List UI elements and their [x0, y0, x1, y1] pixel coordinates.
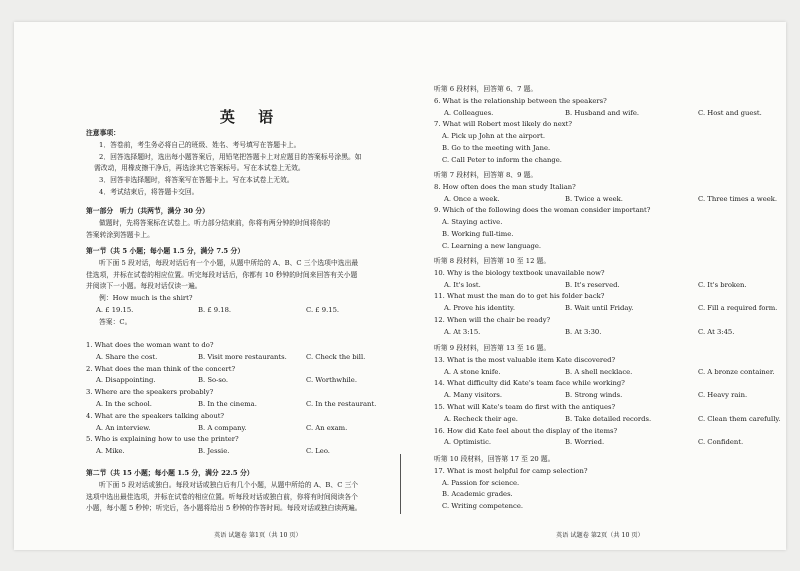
option-b: B. A shell necklace.: [565, 367, 633, 376]
page-footer: 英语 试题卷 第2页（共 10 页）: [556, 532, 644, 539]
exam-sheet: [14, 22, 786, 550]
notice-line: 3．回答非选择题时，将答案写在答题卡上。写在本试卷上无效。: [99, 176, 294, 185]
group-header: 听第 10 段材料，回答第 17 至 20 题。: [434, 455, 555, 463]
question-text: 15. What will Kate's team do first with the antiques?: [434, 402, 616, 411]
option-a: A. In the school.: [96, 399, 152, 408]
option-a: A. Prove his identity.: [444, 304, 516, 313]
option-c: C. Heavy rain.: [698, 391, 748, 400]
option-a: A. Pick up John at the airport.: [442, 132, 545, 141]
group-header: 听第 8 段材料，回答第 10 至 12 题。: [434, 257, 551, 265]
option-c: C. Learning a new language.: [442, 241, 542, 250]
question-text: 11. What must the man do to get his folder back?: [434, 292, 605, 301]
option-c: C. It's broken.: [698, 280, 747, 289]
example-question: 例：How much is the shirt?: [99, 294, 193, 303]
section1-block: [86, 246, 416, 329]
option-a: A. Recheck their age.: [444, 414, 518, 423]
section2-text: 听下面 5 段对话或独白。每段对话或独白后有几个小题，从题中所给的 A、B、C 三个: [99, 480, 359, 489]
notice-line: 4．考试结束后，将答题卡交回。: [99, 187, 199, 196]
option-c: C. Call Peter to inform the change.: [442, 155, 562, 164]
option-b: B. Academic grades.: [442, 490, 513, 499]
group-header: 听第 6 段材料，回答第 6、7 题。: [434, 85, 538, 93]
question-text: 14. What difficulty did Kate's team face while working?: [434, 379, 625, 388]
section1-heading: 第一节（共 5 小题；每小题 1.5 分，满分 7.5 分）: [86, 247, 245, 255]
option-a: A. Staying active.: [442, 218, 503, 227]
option-b: B. £ 9.18.: [198, 305, 232, 314]
question-text: 2. What does the man think of the concert?: [86, 364, 236, 373]
question-text: 3. Where are the speakers probably?: [86, 388, 214, 397]
question-options: [434, 414, 781, 426]
option-b: B. So-so.: [198, 376, 228, 385]
section2-heading: 第二节（共 15 小题；每小题 1.5 分，满分 22.5 分）: [86, 469, 254, 477]
question-options: [86, 375, 416, 387]
option-c: C. £ 9.15.: [306, 305, 340, 314]
group-8: [434, 256, 778, 339]
question-options: [86, 399, 416, 411]
question-options: [434, 327, 774, 339]
question-options: [434, 303, 778, 315]
notice-block: [86, 128, 416, 199]
question-text: 5. Who is explaining how to use the printer?: [86, 435, 239, 444]
question-text: 4. What are the speakers talking about?: [86, 411, 225, 420]
question-text: 16. How did Kate feel about the display of the items?: [434, 426, 618, 435]
option-b: B. Wait until Friday.: [565, 304, 634, 313]
section1-text: 并阅读下一小题。每段对话仅读一遍。: [86, 282, 202, 291]
group-6: [434, 84, 774, 167]
exam-title: 英 语: [219, 108, 283, 126]
option-b: B. Twice a week.: [565, 194, 623, 203]
option-a: A. £ 19.15.: [96, 305, 134, 314]
option-b: B. Working full-time.: [442, 229, 514, 238]
option-b: B. A company.: [198, 423, 247, 432]
question-text: 17. What is most helpful for camp selection?: [434, 466, 588, 475]
option-b: B. At 3:30.: [565, 327, 602, 336]
option-a: A. Once a week.: [444, 194, 500, 203]
option-a: A. It's lost.: [444, 280, 481, 289]
question-options: [434, 280, 774, 292]
section1-text: 佳选项，并标在试卷的相应位置。听完每段对话后，你都有 10 秒钟的时间来回答有关小题: [86, 270, 358, 279]
option-c: C. Confident.: [698, 438, 744, 447]
group-header: 听第 9 段材料，回答第 13 至 16 题。: [434, 344, 551, 352]
option-c: C. An exam.: [306, 423, 348, 432]
option-a: A. Optimistic.: [444, 438, 492, 447]
question-text: 7. What will Robert most likely do next?: [434, 120, 572, 129]
question-options: [434, 437, 774, 449]
part1-text: 答案转涂到答题卡上。: [86, 230, 154, 239]
option-c: C. Check the bill.: [306, 352, 366, 361]
option-c: C. Clean them carefully.: [698, 414, 781, 423]
option-b: B. Strong winds.: [565, 391, 623, 400]
notice-line: 2．回答选择题时，选出每小题答案后，用铅笔把答题卡上对应题目的答案标号涂黑。如: [99, 152, 362, 161]
option-c: C. Writing competence.: [442, 502, 524, 511]
question-text: 6. What is the relationship between the speakers?: [434, 96, 607, 105]
option-b: B. Jessie.: [198, 447, 230, 456]
question-options: [434, 390, 774, 402]
question-options: [434, 108, 774, 120]
option-a: A. Colleagues.: [444, 108, 494, 117]
group-9: [434, 343, 781, 449]
question-options: [434, 367, 774, 379]
option-b: B. Worried.: [565, 438, 605, 447]
option-a: A. Share the cost.: [96, 352, 158, 361]
option-c: C. At 3:45.: [698, 327, 735, 336]
question-text: 12. When will the chair be ready?: [434, 315, 551, 324]
option-c: C. A bronze container.: [698, 367, 775, 376]
option-c: C. Host and guest.: [698, 108, 762, 117]
example-answer: 答案：C。: [99, 317, 132, 326]
question-options: [86, 423, 416, 435]
option-c: C. Leo.: [306, 447, 330, 456]
notice-heading: 注意事项：: [86, 129, 120, 137]
notice-line: 需改动，用橡皮擦干净后，再选涂其它答案标号。写在本试卷上无效。: [94, 164, 305, 173]
section2-text: 选项中选出最佳选项，并标在试卷的相应位置。听每段对话或独白前，你将有时间阅读各个: [86, 492, 358, 501]
question-options: [86, 446, 416, 458]
option-a: A. Disappointing.: [96, 376, 156, 385]
question-text: 10. Why is the biology textbook unavailable now?: [434, 268, 605, 277]
question-text: 9. Which of the following does the woman consider important?: [434, 206, 651, 215]
option-a: A. A stone knife.: [444, 367, 501, 376]
option-b: B. Go to the meeting with Jane.: [442, 143, 551, 152]
option-b: B. Husband and wife.: [565, 108, 640, 117]
option-a: A. At 3:15.: [444, 327, 481, 336]
example-options: [86, 305, 416, 317]
notice-line: 1．答卷前，考生务必将自己的班级、姓名、考号填写在答题卡上。: [99, 140, 301, 149]
group-7: [434, 170, 778, 253]
question-text: 1. What does the woman want to do?: [86, 341, 214, 349]
section1-questions: [86, 340, 416, 458]
section1-text: 听下面 5 段对话，每段对话后有一个小题，从题中所给的 A、B、C 三个选项中选出最: [99, 258, 359, 267]
option-a: A. Passion for science.: [442, 478, 520, 487]
question-options: [86, 352, 416, 364]
option-b: B. In the cinema.: [198, 399, 257, 408]
page-footer: 英语 试题卷 第1页（共 10 页）: [214, 532, 302, 539]
option-b: B. Take detailed records.: [565, 414, 652, 423]
question-text: 13. What is the most valuable item Kate discovered?: [434, 355, 616, 364]
option-b: B. Visit more restaurants.: [198, 352, 287, 361]
option-c: C. Worthwhile.: [306, 376, 357, 385]
option-a: A. Mike.: [96, 447, 125, 456]
part1-heading: 第一部分 听力（共两节，满分 30 分）: [86, 207, 209, 215]
option-a: A. Many visitors.: [444, 391, 503, 400]
option-c: C. In the restaurant.: [306, 399, 377, 408]
question-text: 8. How often does the man study Italian?: [434, 182, 576, 191]
option-b: B. It's reserved.: [565, 280, 620, 289]
group-10: [434, 454, 774, 513]
option-c: C. Three times a week.: [698, 194, 778, 203]
part1-block: [86, 206, 416, 241]
option-c: C. Fill a required form.: [698, 304, 778, 313]
option-a: A. An interview.: [96, 423, 151, 432]
question-options: [434, 194, 778, 206]
section2-text: 小题，每小题 5 秒钟；听完后，各小题将给出 5 秒钟的作答时间。每段对话或独白读两遍。: [86, 504, 362, 513]
part1-text: 做题时，先将答案标在试卷上。听力部分结束前，你将有两分钟的时间将你的: [99, 218, 331, 227]
section2-block: [86, 468, 416, 515]
group-header: 听第 7 段材料，回答第 8、9 题。: [434, 171, 538, 179]
